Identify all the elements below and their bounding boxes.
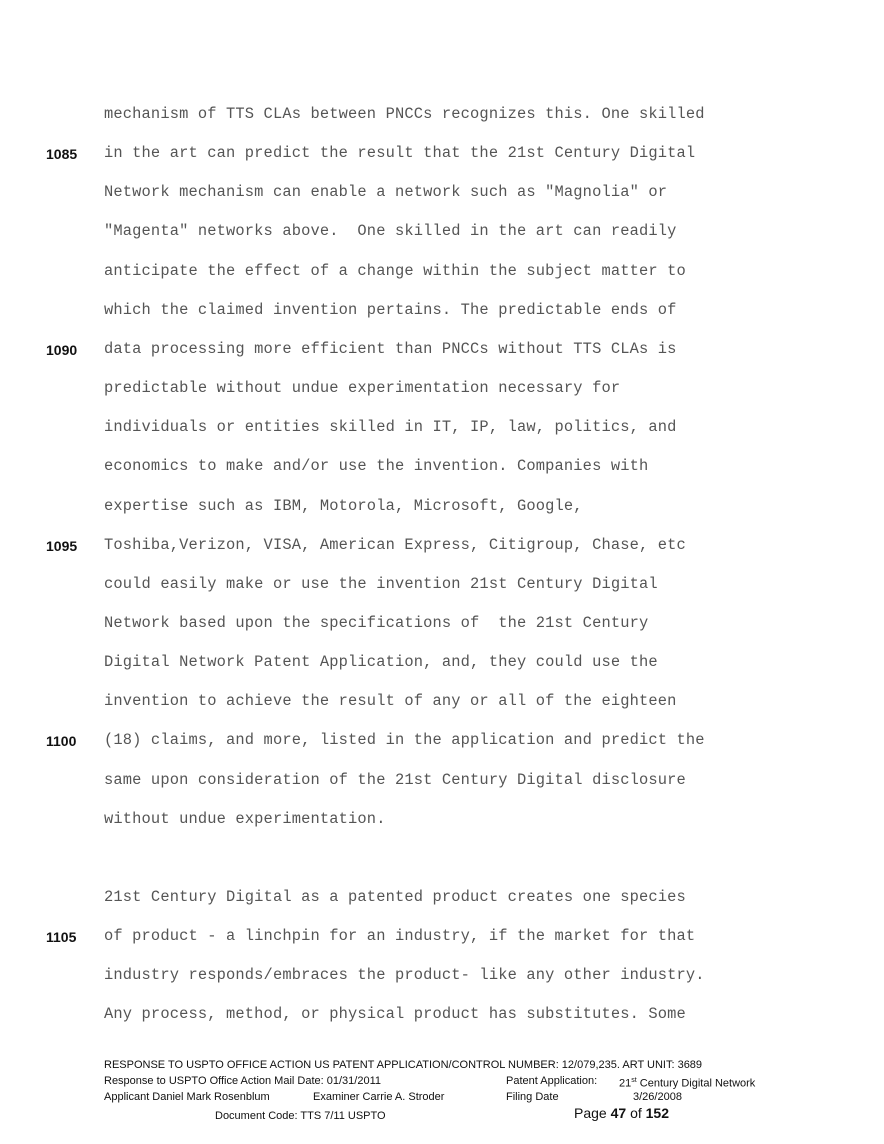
body-text-line: anticipate the effect of a change within the subject matter to <box>104 262 686 280</box>
page-number: 47 <box>610 1105 627 1121</box>
body-text-line: industry responds/embraces the product- like any other industry. <box>104 966 705 984</box>
line-number: 1105 <box>46 929 77 945</box>
body-text-line: individuals or entities skilled in IT, IP, law, politics, and <box>104 418 677 436</box>
body-text-line: same upon consideration of the 21st Century Digital disclosure <box>104 771 686 789</box>
body-text-line: 21st Century Digital as a patented product creates one species <box>104 888 686 906</box>
footer-application-header: RESPONSE TO USPTO OFFICE ACTION US PATENT APPLICATION/CONTROL NUMBER: 12/079,235. ART UNIT: 3689 <box>104 1059 703 1071</box>
body-text-line: which the claimed invention pertains. The predictable ends of <box>104 301 677 319</box>
footer-title-ordinal: st <box>631 1077 637 1084</box>
line-number: 1095 <box>46 538 78 554</box>
footer-document-code: Document Code: TTS 7/11 USPTO <box>215 1110 386 1122</box>
body-text-line: Toshiba,Verizon, VISA, American Express, Citigroup, Chase, etc <box>104 536 686 554</box>
body-text-line: expertise such as IBM, Motorola, Microsoft, Google, <box>104 497 583 515</box>
body-text-line: Any process, method, or physical product has substitutes. Some <box>104 1005 686 1023</box>
line-number: 1085 <box>46 146 78 162</box>
page-indicator <box>574 1105 669 1121</box>
page-total: 152 <box>645 1105 669 1121</box>
body-text-line: Network mechanism can enable a network such as "Magnolia" or <box>104 183 668 201</box>
body-text-line: Network based upon the specifications of the 21st Century <box>104 614 649 632</box>
footer-examiner: Examiner Carrie A. Stroder <box>313 1091 445 1103</box>
body-text-line: of product - a linchpin for an industry, if the market for that <box>104 927 696 945</box>
body-text-line: mechanism of TTS CLAs between PNCCs recognizes this. One skilled <box>104 105 705 123</box>
page-footer <box>104 1057 824 1125</box>
line-number: 1100 <box>46 733 77 749</box>
body-text-line: invention to achieve the result of any or all of the eighteen <box>104 692 677 710</box>
page-of-label: of <box>630 1105 642 1121</box>
body-text-line: economics to make and/or use the invention. Companies with <box>104 457 649 475</box>
footer-line-1 <box>104 1057 824 1073</box>
body-text-line: Digital Network Patent Application, and, they could use the <box>104 653 658 671</box>
footer-line-4 <box>104 1105 824 1125</box>
footer-filing-date: 3/26/2008 <box>633 1091 682 1103</box>
body-text-line: predictable without undue experimentation necessary for <box>104 379 621 397</box>
footer-line-2 <box>104 1073 824 1089</box>
footer-patent-application-label: Patent Application: <box>506 1075 598 1087</box>
body-text-line: without undue experimentation. <box>104 810 386 828</box>
body-text-line: data processing more efficient than PNCCs without TTS CLAs is <box>104 340 677 358</box>
footer-applicant: Applicant Daniel Mark Rosenblum <box>104 1091 270 1103</box>
page-label: Page <box>574 1105 607 1121</box>
body-text-line: could easily make or use the invention 21st Century Digital <box>104 575 658 593</box>
footer-mail-date: Response to USPTO Office Action Mail Date: 01/31/2011 <box>104 1075 381 1087</box>
line-number: 1090 <box>46 342 78 358</box>
body-text-line: in the art can predict the result that the 21st Century Digital <box>104 144 696 162</box>
body-text-line: (18) claims, and more, listed in the application and predict the <box>104 731 705 749</box>
body-text-line: "Magenta" networks above. One skilled in the art can readily <box>104 222 677 240</box>
footer-title-rest: Century Digital Network <box>636 1077 756 1090</box>
footer-title-number: 21 <box>619 1077 632 1090</box>
footer-filing-date-label: Filing Date <box>506 1091 559 1103</box>
footer-line-3 <box>104 1089 824 1105</box>
